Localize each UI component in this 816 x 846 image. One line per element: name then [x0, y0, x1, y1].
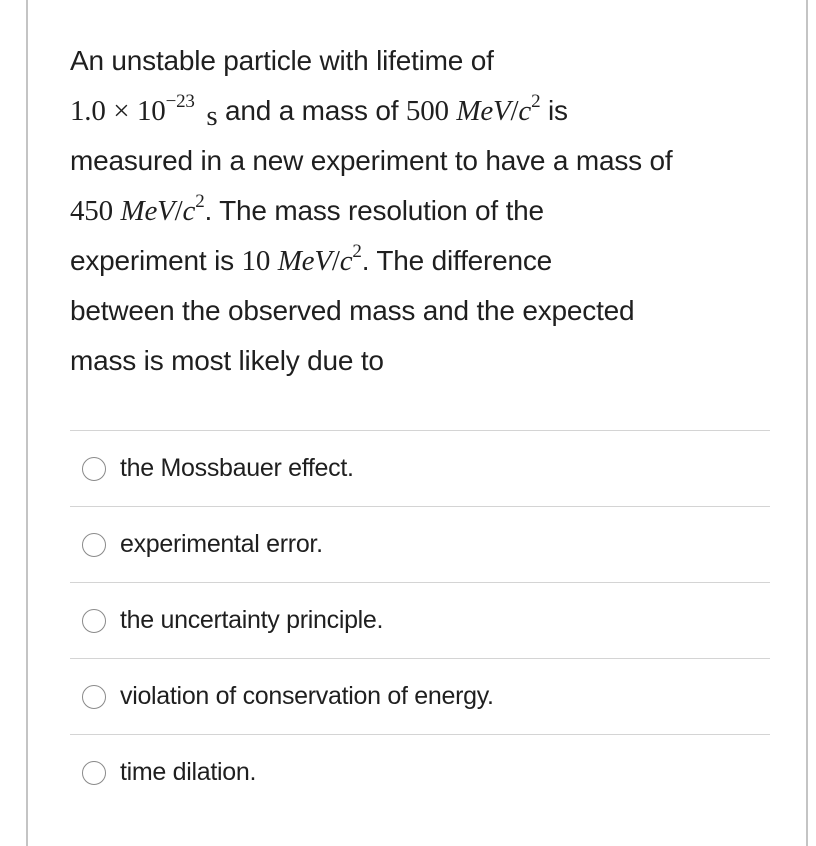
- radio-button-icon[interactable]: [82, 533, 106, 557]
- unit-c: c: [339, 245, 353, 277]
- answer-label[interactable]: experimental error.: [120, 530, 323, 558]
- question-text-line-1: An unstable particle with lifetime of: [70, 45, 494, 76]
- question-text: [70, 36, 770, 386]
- text-is: is: [547, 95, 568, 126]
- answer-label[interactable]: time dilation.: [120, 758, 257, 786]
- lifetime-unit: s: [206, 100, 218, 132]
- lifetime-exponent: −23: [165, 91, 195, 112]
- answer-option-mossbauer[interactable]: [70, 430, 770, 506]
- question-card: [26, 0, 808, 846]
- answer-label[interactable]: the Mossbauer effect.: [120, 454, 354, 482]
- unit-mev: MeV: [277, 245, 332, 277]
- answer-label[interactable]: violation of conservation of energy.: [120, 682, 494, 710]
- radio-button-icon[interactable]: [82, 609, 106, 633]
- observed-mass-value: 450: [70, 195, 113, 227]
- answer-label[interactable]: the uncertainty principle.: [120, 606, 384, 634]
- question-line-3: [70, 136, 770, 186]
- answer-option-time-dilation[interactable]: [70, 734, 770, 810]
- unit-exponent: 2: [352, 241, 362, 262]
- answer-option-energy-violation[interactable]: [70, 658, 770, 734]
- question-line-6: [70, 286, 770, 336]
- radio-button-icon[interactable]: [82, 685, 106, 709]
- unit-slash: /: [174, 195, 183, 227]
- question-line-5: [70, 236, 770, 286]
- text-resolution: . The mass resolution of the: [204, 195, 544, 226]
- question-line-1: [70, 36, 770, 86]
- unit-mev: MeV: [456, 95, 511, 127]
- unit-exponent: 2: [195, 191, 205, 212]
- times-sign: ×: [113, 95, 130, 127]
- lifetime-coefficient: 1.0: [70, 95, 106, 127]
- answer-list: [70, 430, 770, 810]
- text-experiment-is: experiment is: [70, 245, 234, 276]
- question-line-7: [70, 336, 770, 386]
- question-line-2: [70, 86, 770, 136]
- text-difference: . The difference: [361, 245, 553, 276]
- unit-slash: /: [331, 245, 340, 277]
- radio-button-icon[interactable]: [82, 457, 106, 481]
- answer-option-uncertainty-principle[interactable]: [70, 582, 770, 658]
- answer-option-experimental-error[interactable]: [70, 506, 770, 582]
- unit-exponent: 2: [531, 91, 541, 112]
- unit-mev: MeV: [120, 195, 175, 227]
- unit-c: c: [182, 195, 196, 227]
- text-and-mass-of: and a mass of: [225, 95, 399, 126]
- resolution-value: 10: [241, 245, 271, 277]
- unit-slash: /: [510, 95, 519, 127]
- question-text-line-7: mass is most likely due to: [70, 345, 384, 376]
- lifetime-base: 10: [137, 95, 166, 127]
- expected-mass-value: 500: [405, 95, 449, 127]
- radio-button-icon[interactable]: [82, 761, 106, 785]
- question-text-line-6: between the observed mass and the expected: [70, 295, 635, 326]
- unit-c: c: [518, 95, 532, 127]
- question-text-line-3: measured in a new experiment to have a mass of: [70, 145, 673, 176]
- question-line-4: [70, 186, 770, 236]
